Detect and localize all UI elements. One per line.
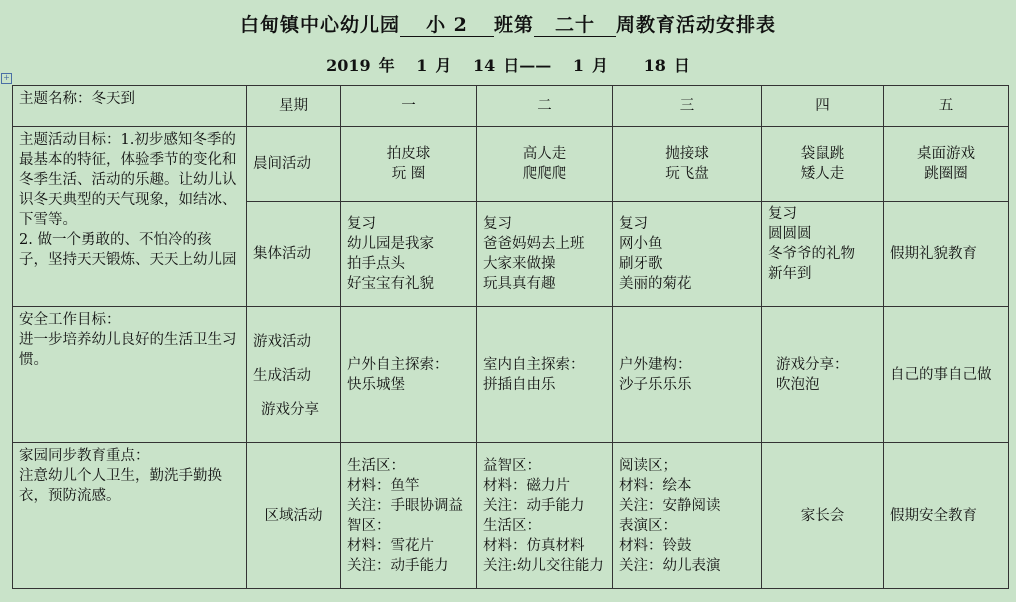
- page-title: [0, 10, 1016, 37]
- morning-row: [13, 127, 1009, 202]
- cell-line: 拼插自由乐: [483, 376, 556, 393]
- start-day: 14: [472, 56, 496, 75]
- safety-title: 安全工作目标：: [19, 312, 121, 328]
- cell-line: 生活区：: [483, 517, 541, 534]
- theme-goal: 主题活动目标：1.初步感知冬季的最基本的特征，体验季节的变化和冬季生活、活动的乐趣。让幼儿认识冬天典型的天气现象，如结冰、下雪等。: [19, 132, 237, 228]
- group-label: 集体活动: [247, 202, 341, 307]
- morning-day-5: [884, 127, 1009, 202]
- cell-line: 沙子乐乐乐: [619, 376, 692, 393]
- cell-line: 家长会: [800, 507, 845, 524]
- cell-line: 网小鱼: [619, 236, 663, 252]
- cell-line: 复习: [619, 216, 648, 232]
- cell-line: 吹泡泡: [776, 376, 820, 393]
- cell-line: 大家来做操: [483, 256, 556, 272]
- cell-line: 生活区：: [347, 457, 405, 474]
- cell-line: 阅读区；: [619, 457, 677, 474]
- date-range: [0, 53, 1016, 76]
- theme-name-cell: [13, 86, 247, 127]
- home-goal-cell: [13, 443, 247, 589]
- start-year: 2019: [326, 56, 371, 75]
- start-month: 1: [416, 56, 428, 75]
- morning-label: 晨间活动: [247, 127, 341, 202]
- weekday-4: 四: [762, 86, 884, 127]
- cell-line: 假期礼貌教育: [890, 246, 977, 262]
- area-day-5: [884, 443, 1009, 589]
- class-suffix: 班第: [493, 14, 534, 36]
- cell-line: 关注：安静阅读: [619, 497, 721, 514]
- cell-line: 幼儿园是我家: [347, 236, 434, 252]
- cell-line: 刷牙歌: [619, 256, 663, 272]
- cell-line: 爬爬爬: [522, 166, 567, 182]
- cell-line: 拍手点头: [347, 256, 405, 272]
- group-day-5: [884, 202, 1009, 307]
- cell-line: 关注：手眼协调益智区：: [347, 497, 463, 534]
- cell-line: 复习: [483, 216, 512, 232]
- theme-goal-2: 2. 做一个勇敢的、不怕冷的孩子，坚持天天锻炼、天天上幼儿园: [19, 232, 237, 268]
- play-day-5: [884, 307, 1009, 443]
- week-value: 二十: [534, 14, 616, 37]
- cell-line: 冬爷爷的礼物: [768, 246, 855, 262]
- cell-line: 拍皮球: [386, 146, 431, 162]
- cell-line: 材料：雪花片: [347, 537, 434, 554]
- morning-day-2: [477, 127, 613, 202]
- cell-line: 袋鼠跳: [800, 146, 845, 162]
- weekday-2: 二: [477, 86, 613, 127]
- school-name: 白甸镇中心幼儿园: [239, 14, 400, 36]
- group-day-4: [762, 202, 884, 307]
- cell-line: 高人走: [522, 146, 567, 162]
- play-day-2: [477, 307, 613, 443]
- cell-line: 好宝宝有礼貌: [347, 276, 434, 292]
- morning-day-1: [341, 127, 477, 202]
- cell-line: 圆圆圆: [768, 226, 812, 242]
- cell-line: 益智区：: [483, 457, 541, 474]
- cell-line: 材料：仿真材料: [483, 537, 585, 554]
- end-day: 18: [643, 56, 666, 75]
- cell-line: 材料：磁力片: [483, 477, 570, 494]
- cell-line: 美丽的菊花: [619, 276, 692, 292]
- play-day-1: [341, 307, 477, 443]
- cell-line: 室内自主探索：: [483, 356, 585, 373]
- schedule-table: [12, 85, 1009, 589]
- area-row: [13, 443, 1009, 589]
- weekday-3: 三: [613, 86, 762, 127]
- cell-line: 复习: [347, 216, 376, 232]
- theme-name: 主题名称：冬天到: [19, 91, 135, 107]
- cell-line: 新年到: [768, 266, 812, 282]
- home-title: 家园同步教育重点：: [19, 448, 150, 464]
- weekday-1: 一: [341, 86, 477, 127]
- cell-line: 表演区：: [619, 517, 677, 534]
- cell-line: 户外建构：: [619, 356, 692, 373]
- play-row: [13, 307, 1009, 443]
- cell-line: 快乐城堡: [347, 376, 405, 393]
- week-suffix: 周教育活动安排表: [616, 14, 777, 36]
- morning-day-4: [762, 127, 884, 202]
- group-day-2: [477, 202, 613, 307]
- cell-line: 关注：幼儿表演: [619, 557, 721, 574]
- play-day-4: [762, 307, 884, 443]
- start-day-char: 日——: [503, 56, 552, 75]
- cell-line: 材料：鱼竿: [347, 477, 420, 494]
- cell-line: 游戏分享：: [776, 356, 849, 373]
- cell-line: 材料：绘本: [619, 477, 692, 494]
- table-move-handle-icon[interactable]: +: [1, 73, 12, 84]
- play-label-generated: 生成活动: [253, 367, 311, 384]
- play-label-share: 游戏分享: [261, 401, 319, 418]
- theme-goal-cell: [13, 127, 247, 307]
- header-row: [13, 86, 1009, 127]
- cell-line: 爸爸妈妈去上班: [483, 236, 585, 252]
- area-day-4: [762, 443, 884, 589]
- cell-line: 复习: [768, 206, 797, 222]
- cell-line: 关注：动手能力: [483, 497, 585, 514]
- area-day-2: [477, 443, 613, 589]
- class-value: 小 2: [400, 14, 494, 37]
- cell-line: 矮人走: [800, 166, 845, 182]
- play-labels: [247, 307, 341, 443]
- home-text: 注意幼儿个人卫生，勤洗手勤换衣，预防流感。: [19, 468, 222, 504]
- cell-line: 关注：动手能力: [347, 557, 449, 574]
- weekday-5: 五: [884, 86, 1009, 127]
- cell-line: 桌面游戏: [917, 146, 975, 162]
- cell-line: 假期安全教育: [890, 507, 977, 524]
- cell-line: 材料：铃鼓: [619, 537, 692, 554]
- cell-line: 跳圈圈: [924, 166, 968, 182]
- weekday-header: 星期: [247, 86, 341, 127]
- play-day-3: [613, 307, 762, 443]
- cell-line: 户外自主探索：: [347, 356, 449, 373]
- cell-line: 玩具真有趣: [483, 276, 556, 292]
- group-day-1: [341, 202, 477, 307]
- end-month-char: 月: [591, 56, 608, 75]
- area-label: 区域活动: [247, 443, 341, 589]
- safety-text: 进一步培养幼儿良好的生活卫生习惯。: [19, 332, 237, 368]
- cell-line: 自己的事自己做: [890, 366, 992, 383]
- area-day-1: [341, 443, 477, 589]
- cell-line: 关注:幼儿交往能力: [483, 557, 604, 574]
- morning-day-3: [613, 127, 762, 202]
- group-day-3: [613, 202, 762, 307]
- month-char: 月: [435, 56, 452, 75]
- end-month: 1: [572, 56, 584, 75]
- area-day-3: [613, 443, 762, 589]
- cell-line: 玩飞盘: [665, 166, 709, 182]
- end-day-char: 日: [673, 56, 690, 75]
- cell-line: 抛接球: [665, 146, 709, 162]
- cell-line: 玩 圈: [391, 166, 426, 182]
- play-label-game: 游戏活动: [253, 333, 311, 350]
- safety-goal-cell: [13, 307, 247, 443]
- year-char: 年: [378, 56, 395, 75]
